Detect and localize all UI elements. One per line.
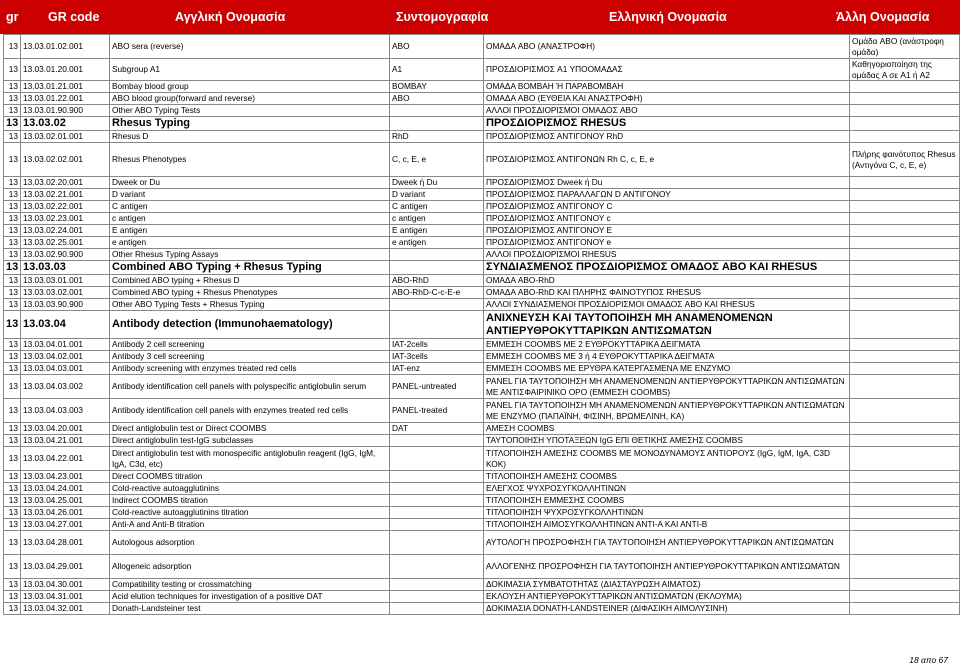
codes-table: [3, 34, 960, 615]
cell-english-name: Direct antiglobulin test or Direct COOMBS: [110, 423, 390, 435]
cell-gr-code: 13.03.04.32.001: [21, 603, 110, 615]
cell-greek-name: ΠΡΟΣΔΙΟΡΙΣΜΟΣ ΠΑΡΑΛΛΑΓΩΝ D ΑΝΤΙΓΟΝΟΥ: [484, 189, 850, 201]
cell-gr: 13: [4, 531, 21, 555]
cell-english-name: ABO sera (reverse): [110, 35, 390, 59]
cell-abbreviation: [390, 261, 484, 275]
cell-gr-code: 13.03.01.21.001: [21, 81, 110, 93]
cell-other-name: [850, 423, 960, 435]
cell-greek-name: ΑΛΛΟΙ ΠΡΟΣΔΙΟΡΙΣΜΟΙ RHESUS: [484, 249, 850, 261]
table-row: [4, 603, 960, 615]
cell-abbreviation: [390, 447, 484, 471]
cell-english-name: Antibody screening with enzymes treated red cells: [110, 363, 390, 375]
cell-gr: 13: [4, 579, 21, 591]
cell-gr: 13: [4, 287, 21, 299]
cell-greek-name: ΑΝΙΧΝΕΥΣΗ ΚΑΙ ΤΑΥΤΟΠΟΙΗΣΗ ΜΗ ΑΝΑΜΕΝΟΜΕΝΩΝ ΑΝΤΙΕΡΥΘΡΟΚΥΤΤΑΡΙΚΩΝ ΑΝΤΙΣΩΜΑΤΩΝ: [484, 311, 850, 339]
cell-gr-code: 13.03.02.20.001: [21, 177, 110, 189]
cell-english-name: Indirect COOMBS titration: [110, 495, 390, 507]
cell-english-name: Combined ABO typing + Rhesus Phenotypes: [110, 287, 390, 299]
cell-abbreviation: [390, 591, 484, 603]
cell-other-name: [850, 375, 960, 399]
cell-gr: 13: [4, 339, 21, 351]
cell-english-name: Antibody identification cell panels with enzymes treated red cells: [110, 399, 390, 423]
cell-gr-code: 13.03.04.02.001: [21, 351, 110, 363]
header-gr-code: GR code: [48, 10, 100, 24]
cell-english-name: Allogeneic adsorption: [110, 555, 390, 579]
cell-gr-code: 13.03.04.24.001: [21, 483, 110, 495]
cell-gr-code: 13.03.03.90.900: [21, 299, 110, 311]
cell-english-name: Bombay blood group: [110, 81, 390, 93]
cell-gr-code: 13.03.04.30.001: [21, 579, 110, 591]
cell-gr: 13: [4, 189, 21, 201]
cell-other-name: [850, 351, 960, 363]
table-row: [4, 591, 960, 603]
cell-english-name: Direct COOMBS titration: [110, 471, 390, 483]
table-row: [4, 423, 960, 435]
cell-english-name: c antigen: [110, 213, 390, 225]
table-row: [4, 351, 960, 363]
cell-abbreviation: [390, 507, 484, 519]
cell-greek-name: ΠΡΟΣΔΙΟΡΙΣΜΟΣ ΑΝΤΙΓΟΝΟΥ c: [484, 213, 850, 225]
cell-other-name: [850, 201, 960, 213]
table-row: [4, 237, 960, 249]
cell-abbreviation: [390, 105, 484, 117]
cell-greek-name: ΣΥΝΔΙΑΣΜΕΝΟΣ ΠΡΟΣΔΙΟΡΙΣΜΟΣ ΟΜΑΔΟΣ ABO KAI RHESUS: [484, 261, 850, 275]
cell-other-name: [850, 495, 960, 507]
cell-greek-name: ΡΑΝΕL ΓΙΑ ΤΑΥΤΟΠΟΙΗΣΗ ΜΗ ΑΝΑΜΕΝΟΜΕΝΩΝ ΑΝΤΙΕΡΥΘΡΟΚΥΤΤΑΡΙΚΩΝ ΑΝΤΙΣΩΜΑΤΩΝ ΜΕ ΑΝΤΙΣΦΑΙΡΙΝΙΚΟ ΟΡΟ (ΕΜΜΕΣΗ COOMBS): [484, 375, 850, 399]
cell-other-name: Καθηγοριοποίηση της ομάδας A σε A1 ή A2: [850, 59, 960, 81]
cell-english-name: Other Rhesus Typing Assays: [110, 249, 390, 261]
cell-gr: 13: [4, 117, 21, 131]
cell-gr-code: 13.03.04.27.001: [21, 519, 110, 531]
cell-abbreviation: [390, 249, 484, 261]
table-row: [4, 531, 960, 555]
cell-other-name: [850, 519, 960, 531]
cell-gr: 13: [4, 59, 21, 81]
cell-english-name: Combined ABO Typing + Rhesus Typing: [110, 261, 390, 275]
table-row: [4, 447, 960, 471]
table-row: [4, 483, 960, 495]
cell-gr: 13: [4, 93, 21, 105]
cell-abbreviation: A1: [390, 59, 484, 81]
cell-gr: 13: [4, 363, 21, 375]
cell-gr: 13: [4, 471, 21, 483]
cell-other-name: [850, 249, 960, 261]
cell-other-name: [850, 591, 960, 603]
cell-abbreviation: RhD: [390, 131, 484, 143]
cell-other-name: [850, 399, 960, 423]
cell-gr-code: 13.03.02.22.001: [21, 201, 110, 213]
cell-gr: 13: [4, 483, 21, 495]
cell-other-name: [850, 471, 960, 483]
cell-english-name: Antibody 2 cell screening: [110, 339, 390, 351]
cell-greek-name: ΑΛΛΟΙ ΠΡΟΣΔΙΟΡΙΣΜΟΙ ΟΜΑΔΟΣ ABO: [484, 105, 850, 117]
cell-other-name: [850, 261, 960, 275]
cell-abbreviation: BOMBAY: [390, 81, 484, 93]
cell-gr-code: 13.03.02.25.001: [21, 237, 110, 249]
cell-gr: 13: [4, 435, 21, 447]
cell-gr: 13: [4, 375, 21, 399]
cell-abbreviation: C, c, E, e: [390, 143, 484, 177]
cell-gr-code: 13.03.04.21.001: [21, 435, 110, 447]
cell-gr: 13: [4, 519, 21, 531]
cell-greek-name: ΤΙΤΛΟΠΟΙΗΣΗ ΑΜΕΣΗΣ COOMBS ΜΕ ΜΟΝΟΔΥΝΑΜΟΥΣ ΑΝΤΙΟΡΟΥΣ (IgG, IgM, IgA, C3D ΚΟΚ): [484, 447, 850, 471]
table-row: [4, 131, 960, 143]
cell-abbreviation: PANEL-treated: [390, 399, 484, 423]
table-row: [4, 35, 960, 59]
cell-greek-name: ΟΜΑΔΑ ΒΟΜΒΑΗ Ή ΠΑΡΑΒΟΜΒΑΗ: [484, 81, 850, 93]
page-number: 18 απο 67: [909, 655, 948, 665]
cell-english-name: Anti-A and Anti-B titration: [110, 519, 390, 531]
cell-gr-code: 13.03.03: [21, 261, 110, 275]
cell-english-name: e antigen: [110, 237, 390, 249]
table-row: [4, 249, 960, 261]
cell-gr: 13: [4, 35, 21, 59]
cell-abbreviation: ABO: [390, 93, 484, 105]
cell-other-name: [850, 189, 960, 201]
cell-gr: 13: [4, 591, 21, 603]
cell-gr-code: 13.03.02.02.001: [21, 143, 110, 177]
cell-english-name: Donath-Landsteiner test: [110, 603, 390, 615]
table-row: [4, 189, 960, 201]
cell-other-name: [850, 93, 960, 105]
cell-abbreviation: e antigen: [390, 237, 484, 249]
cell-gr: 13: [4, 311, 21, 339]
cell-greek-name: ΑΛΛΟΓΕΝΗΣ ΠΡΟΣΡΟΦΗΣΗ ΓΙΑ ΤΑΥΤΟΠΟΙΗΣΗ ΑΝΤΙΕΡΥΘΡΟΚΥΤΤΑΡΙΚΩΝ ΑΝΤΙΣΩΜΑΤΩΝ: [484, 555, 850, 579]
cell-other-name: [850, 579, 960, 591]
table-row: [4, 471, 960, 483]
cell-gr-code: 13.03.01.02.001: [21, 35, 110, 59]
table-row: [4, 143, 960, 177]
cell-greek-name: ΠΡΟΣΔΙΟΡΙΣΜΟΣ ΑΝΤΙΓΟΝΩΝ Rh C, c, E, e: [484, 143, 850, 177]
cell-english-name: Cold-reactive autoagglutinins titration: [110, 507, 390, 519]
table-row: [4, 177, 960, 189]
cell-abbreviation: PANEL-untreated: [390, 375, 484, 399]
table-row: [4, 213, 960, 225]
cell-gr-code: 13.03.02.23.001: [21, 213, 110, 225]
cell-other-name: [850, 177, 960, 189]
cell-english-name: D variant: [110, 189, 390, 201]
cell-gr-code: 13.03.04.25.001: [21, 495, 110, 507]
cell-greek-name: ΕΚΛΟΥΣΗ ΑΝΤΙΕΡΥΘΡΟΚΥΤΤΑΡΙΚΩΝ ΑΝΤΙΣΩΜΑΤΩΝ (ΕΚΛΟΥΜΑ): [484, 591, 850, 603]
cell-greek-name: ΕΜΜΕΣΗ COOMBS ΜΕ 3 ή 4 ΕΥΘΡΟΚΥΤΤΑΡΙΚΑ ΔΕΙΓΜΑΤΑ: [484, 351, 850, 363]
cell-abbreviation: [390, 435, 484, 447]
table-row: [4, 299, 960, 311]
cell-gr-code: 13.03.04.03.003: [21, 399, 110, 423]
cell-english-name: E antigen: [110, 225, 390, 237]
cell-english-name: Combined ABO typing + Rhesus D: [110, 275, 390, 287]
cell-gr: 13: [4, 507, 21, 519]
cell-greek-name: ΟΜΑΔΑ ABO (ΑΝΑΣΤΡΟΦΗ): [484, 35, 850, 59]
cell-greek-name: ΠΡΟΣΔΙΟΡΙΣΜΟΣ ΑΝΤΙΓΟΝΟΥ e: [484, 237, 850, 249]
header-abbreviation: Συντομογραφία: [396, 10, 489, 24]
cell-other-name: [850, 105, 960, 117]
cell-gr-code: 13.03.03.01.001: [21, 275, 110, 287]
cell-abbreviation: D variant: [390, 189, 484, 201]
cell-english-name: ABO blood group(forward and reverse): [110, 93, 390, 105]
cell-greek-name: ΤΙΤΛΟΠΟΙΗΣΗ ΑΙΜΟΣΥΓΚΟΛΛΗΤΙΝΩΝ ΑΝΤΙ-Α ΚΑΙ ΑΝΤΙ-Β: [484, 519, 850, 531]
header-gr: gr: [6, 10, 19, 24]
cell-gr-code: 13.03.02.24.001: [21, 225, 110, 237]
cell-greek-name: ΡΑΝΕL ΓΙΑ ΤΑΥΤΟΠΟΙΗΣΗ ΜΗ ΑΝΑΜΕΝΟΜΕΝΩΝ ΑΝΤΙΕΡΥΘΡΟΚΥΤΤΑΡΙΚΩΝ ΑΝΤΙΣΩΜΑΤΩΝ ΜΕ ΕΝΖΥΜΟ (ΠΑΠΑΪΝΗ, ΦΙΣΙΝΗ, ΒΡΩΜΕΛΙΝΗ, ΚΑ): [484, 399, 850, 423]
cell-gr-code: 13.03.04.01.001: [21, 339, 110, 351]
cell-gr: 13: [4, 131, 21, 143]
table-row: [4, 399, 960, 423]
cell-other-name: [850, 117, 960, 131]
cell-gr-code: 13.03.01.20.001: [21, 59, 110, 81]
cell-english-name: Dweek or Du: [110, 177, 390, 189]
cell-english-name: Antibody 3 cell screening: [110, 351, 390, 363]
table-row: [4, 201, 960, 213]
cell-greek-name: ΕΜΜΕΣΗ COOMBS ΜΕ ΕΡΥΘΡΑ ΚΑΤΕΡΓΑΣΜΕΝΑ ΜΕ ΕΝΖΥΜΟ: [484, 363, 850, 375]
cell-gr: 13: [4, 351, 21, 363]
cell-other-name: [850, 339, 960, 351]
table-row: [4, 507, 960, 519]
cell-other-name: [850, 299, 960, 311]
cell-other-name: Πλήρης φαινότυπος Rhesus (Αντιγόνα C, c, E, e): [850, 143, 960, 177]
cell-english-name: Direct antiglobulin test-IgG subclasses: [110, 435, 390, 447]
table-row: [4, 495, 960, 507]
cell-abbreviation: C antigen: [390, 201, 484, 213]
cell-abbreviation: [390, 603, 484, 615]
cell-abbreviation: DAT: [390, 423, 484, 435]
cell-english-name: Autologous adsorption: [110, 531, 390, 555]
header-english-name: Αγγλική Ονομασία: [175, 10, 286, 24]
cell-greek-name: ΠΡΟΣΔΙΟΡΙΣΜΟΣ Dweek ή Du: [484, 177, 850, 189]
cell-gr-code: 13.03.04.31.001: [21, 591, 110, 603]
cell-greek-name: ΠΡΟΣΔΙΟΡΙΣΜΟΣ ΑΝΤΙΓΟΝΟΥ E: [484, 225, 850, 237]
cell-greek-name: ΕΜΜΕΣΗ COOMBS ΜΕ 2 ΕΥΘΡΟΚΥΤΤΑΡΙΚΑ ΔΕΙΓΜΑΤΑ: [484, 339, 850, 351]
cell-english-name: Rhesus Phenotypes: [110, 143, 390, 177]
header-other-name: Άλλη Ονομασία: [836, 10, 930, 24]
cell-abbreviation: IAT-2cells: [390, 339, 484, 351]
cell-other-name: [850, 363, 960, 375]
table-row: [4, 363, 960, 375]
section-row: [4, 311, 960, 339]
cell-other-name: [850, 435, 960, 447]
cell-other-name: [850, 237, 960, 249]
header-greek-name: Ελληνική Ονομασία: [609, 10, 727, 24]
cell-greek-name: ΔΟΚΙΜΑΣΙΑ ΣΥΜΒΑΤΟΤΗΤΑΣ (ΔΙΑΣΤΑΥΡΩΣΗ ΑΙΜΑΤΟΣ): [484, 579, 850, 591]
cell-gr: 13: [4, 555, 21, 579]
cell-gr: 13: [4, 603, 21, 615]
table-row: [4, 59, 960, 81]
table-row: [4, 435, 960, 447]
cell-gr: 13: [4, 201, 21, 213]
table-row: [4, 375, 960, 399]
cell-english-name: Direct antiglobulin test with monospecific antiglobulin reagent (IgG, IgM, IgA, C3d, etc): [110, 447, 390, 471]
cell-gr-code: 13.03.01.22.001: [21, 93, 110, 105]
cell-gr-code: 13.03.04.22.001: [21, 447, 110, 471]
cell-other-name: [850, 447, 960, 471]
table-row: [4, 105, 960, 117]
cell-greek-name: ΤΙΤΛΟΠΟΙΗΣΗ ΑΜΕΣΗΣ COOMBS: [484, 471, 850, 483]
cell-gr: 13: [4, 237, 21, 249]
cell-gr-code: 13.03.04.28.001: [21, 531, 110, 555]
cell-english-name: Subgroup A1: [110, 59, 390, 81]
section-row: [4, 261, 960, 275]
cell-english-name: Compatibility testing or crossmatching: [110, 579, 390, 591]
cell-greek-name: ΟΜΑΔΑ ABO (ΕΥΘΕΙΑ ΚΑΙ ΑΝΑΣΤΡΟΦΗ): [484, 93, 850, 105]
cell-gr-code: 13.03.04.26.001: [21, 507, 110, 519]
table-row: [4, 275, 960, 287]
cell-gr-code: 13.03.02.21.001: [21, 189, 110, 201]
table-row: [4, 555, 960, 579]
cell-other-name: [850, 555, 960, 579]
cell-greek-name: ΤΑΥΤΟΠΟΙΗΣΗ ΥΠΟΤΑΞΕΩΝ IgG ΕΠΙ ΘΕΤΙΚΗΣ ΑΜΕΣΗΣ COOMBS: [484, 435, 850, 447]
cell-english-name: Rhesus D: [110, 131, 390, 143]
cell-other-name: [850, 531, 960, 555]
table-row: [4, 579, 960, 591]
cell-abbreviation: [390, 471, 484, 483]
cell-gr-code: 13.03.04.29.001: [21, 555, 110, 579]
table-row: [4, 93, 960, 105]
cell-other-name: [850, 275, 960, 287]
cell-abbreviation: c antigen: [390, 213, 484, 225]
cell-greek-name: ΠΡΟΣΔΙΟΡΙΣΜΟΣ ΑΝΤΙΓΟΝΟΥ C: [484, 201, 850, 213]
cell-abbreviation: IAT-3cells: [390, 351, 484, 363]
cell-abbreviation: [390, 483, 484, 495]
cell-abbreviation: [390, 495, 484, 507]
cell-abbreviation: [390, 117, 484, 131]
cell-abbreviation: [390, 299, 484, 311]
cell-gr: 13: [4, 105, 21, 117]
cell-abbreviation: [390, 311, 484, 339]
cell-gr: 13: [4, 399, 21, 423]
cell-english-name: Antibody detection (Immunohaematology): [110, 311, 390, 339]
cell-gr: 13: [4, 495, 21, 507]
cell-english-name: Rhesus Typing: [110, 117, 390, 131]
cell-other-name: Ομάδα ABO (ανάστροφη ομάδα): [850, 35, 960, 59]
cell-gr: 13: [4, 423, 21, 435]
cell-english-name: Cold-reactive autoagglutinins: [110, 483, 390, 495]
cell-other-name: [850, 483, 960, 495]
cell-greek-name: ΤΙΤΛΟΠΟΙΗΣΗ ΨΥΧΡΟΣΥΓΚΟΛΛΗΤΙΝΩΝ: [484, 507, 850, 519]
cell-english-name: Other ABO Typing Tests: [110, 105, 390, 117]
cell-greek-name: ΕΛΕΓΧΟΣ ΨΥΧΡΟΣΥΓΚΟΛΛΗΤΙΝΩΝ: [484, 483, 850, 495]
cell-abbreviation: [390, 531, 484, 555]
cell-gr-code: 13.03.04.20.001: [21, 423, 110, 435]
cell-greek-name: ΠΡΟΣΔΙΟΡΙΣΜΟΣ ΑΝΤΙΓΟΝΟΥ RhD: [484, 131, 850, 143]
cell-other-name: [850, 507, 960, 519]
table-row: [4, 519, 960, 531]
cell-other-name: [850, 81, 960, 93]
cell-gr-code: 13.03.01.90.900: [21, 105, 110, 117]
cell-other-name: [850, 131, 960, 143]
cell-other-name: [850, 213, 960, 225]
cell-greek-name: ΑΜΕΣΗ COOMBS: [484, 423, 850, 435]
cell-abbreviation: [390, 579, 484, 591]
cell-greek-name: ΤΙΤΛΟΠΟΙΗΣΗ ΕΜΜΕΣΗΣ COOMBS: [484, 495, 850, 507]
cell-gr-code: 13.03.02.90.900: [21, 249, 110, 261]
cell-gr: 13: [4, 249, 21, 261]
cell-gr: 13: [4, 213, 21, 225]
table-row: [4, 225, 960, 237]
cell-abbreviation: IAT-enz: [390, 363, 484, 375]
cell-other-name: [850, 287, 960, 299]
cell-abbreviation: ABO-RhD-C-c-E-e: [390, 287, 484, 299]
cell-greek-name: ΔΟΚΙΜΑΣΙΑ DONATH-LANDSTEINER (ΔΙΦΑΣΙΚΗ ΑΙΜΟΛΥΣΙΝΗ): [484, 603, 850, 615]
cell-english-name: C antigen: [110, 201, 390, 213]
cell-greek-name: ΟΜΑΔΑ ABO-RhD ΚΑΙ ΠΛΗΡΗΣ ΦΑΙΝΟΤΥΠΟΣ RHESUS: [484, 287, 850, 299]
cell-abbreviation: [390, 519, 484, 531]
cell-gr: 13: [4, 299, 21, 311]
cell-abbreviation: ABO: [390, 35, 484, 59]
cell-abbreviation: Dweek ή Du: [390, 177, 484, 189]
cell-abbreviation: [390, 555, 484, 579]
cell-gr: 13: [4, 81, 21, 93]
cell-abbreviation: ABO-RhD: [390, 275, 484, 287]
section-row: [4, 117, 960, 131]
cell-gr-code: 13.03.04.23.001: [21, 471, 110, 483]
cell-gr-code: 13.03.04.03.001: [21, 363, 110, 375]
cell-gr: 13: [4, 275, 21, 287]
cell-gr: 13: [4, 447, 21, 471]
cell-greek-name: ΑΛΛΟΙ ΣΥΝΔΙΑΣΜΕΝΟΙ ΠΡΟΣΔΙΟΡΙΣΜΟΙ ΟΜΑΔΟΣ ABO KAI RHESUS: [484, 299, 850, 311]
cell-gr: 13: [4, 143, 21, 177]
cell-gr: 13: [4, 225, 21, 237]
cell-greek-name: ΠΡΟΣΔΙΟΡΙΣΜΟΣ A1 ΥΠΟΟΜΑΔΑΣ: [484, 59, 850, 81]
cell-abbreviation: E antigen: [390, 225, 484, 237]
cell-english-name: Antibody identification cell panels with polyspecific antiglobulin serum: [110, 375, 390, 399]
table-row: [4, 81, 960, 93]
cell-gr-code: 13.03.04.03.002: [21, 375, 110, 399]
cell-other-name: [850, 225, 960, 237]
table-row: [4, 339, 960, 351]
cell-gr-code: 13.03.04: [21, 311, 110, 339]
cell-gr: 13: [4, 177, 21, 189]
cell-gr: 13: [4, 261, 21, 275]
cell-greek-name: ΟΜΑΔΑ ABO-RhD: [484, 275, 850, 287]
cell-gr-code: 13.03.02.01.001: [21, 131, 110, 143]
table-header-bar: [0, 0, 960, 34]
cell-other-name: [850, 603, 960, 615]
cell-english-name: Acid elution techniques for investigation of a positive DAT: [110, 591, 390, 603]
cell-other-name: [850, 311, 960, 339]
cell-english-name: Other ABO Typing Tests + Rhesus Typing: [110, 299, 390, 311]
cell-greek-name: ΠΡΟΣΔΙΟΡΙΣΜΟΣ RHESUS: [484, 117, 850, 131]
cell-gr-code: 13.03.02: [21, 117, 110, 131]
cell-greek-name: ΑΥΤΟΛΟΓΗ ΠΡΟΣΡΟΦΗΣΗ ΓΙΑ ΤΑΥΤΟΠΟΙΗΣΗ ΑΝΤΙΕΡΥΘΡΟΚΥΤΤΑΡΙΚΩΝ ΑΝΤΙΣΩΜΑΤΩΝ: [484, 531, 850, 555]
codes-table-body: [4, 35, 960, 615]
cell-gr-code: 13.03.03.02.001: [21, 287, 110, 299]
table-row: [4, 287, 960, 299]
